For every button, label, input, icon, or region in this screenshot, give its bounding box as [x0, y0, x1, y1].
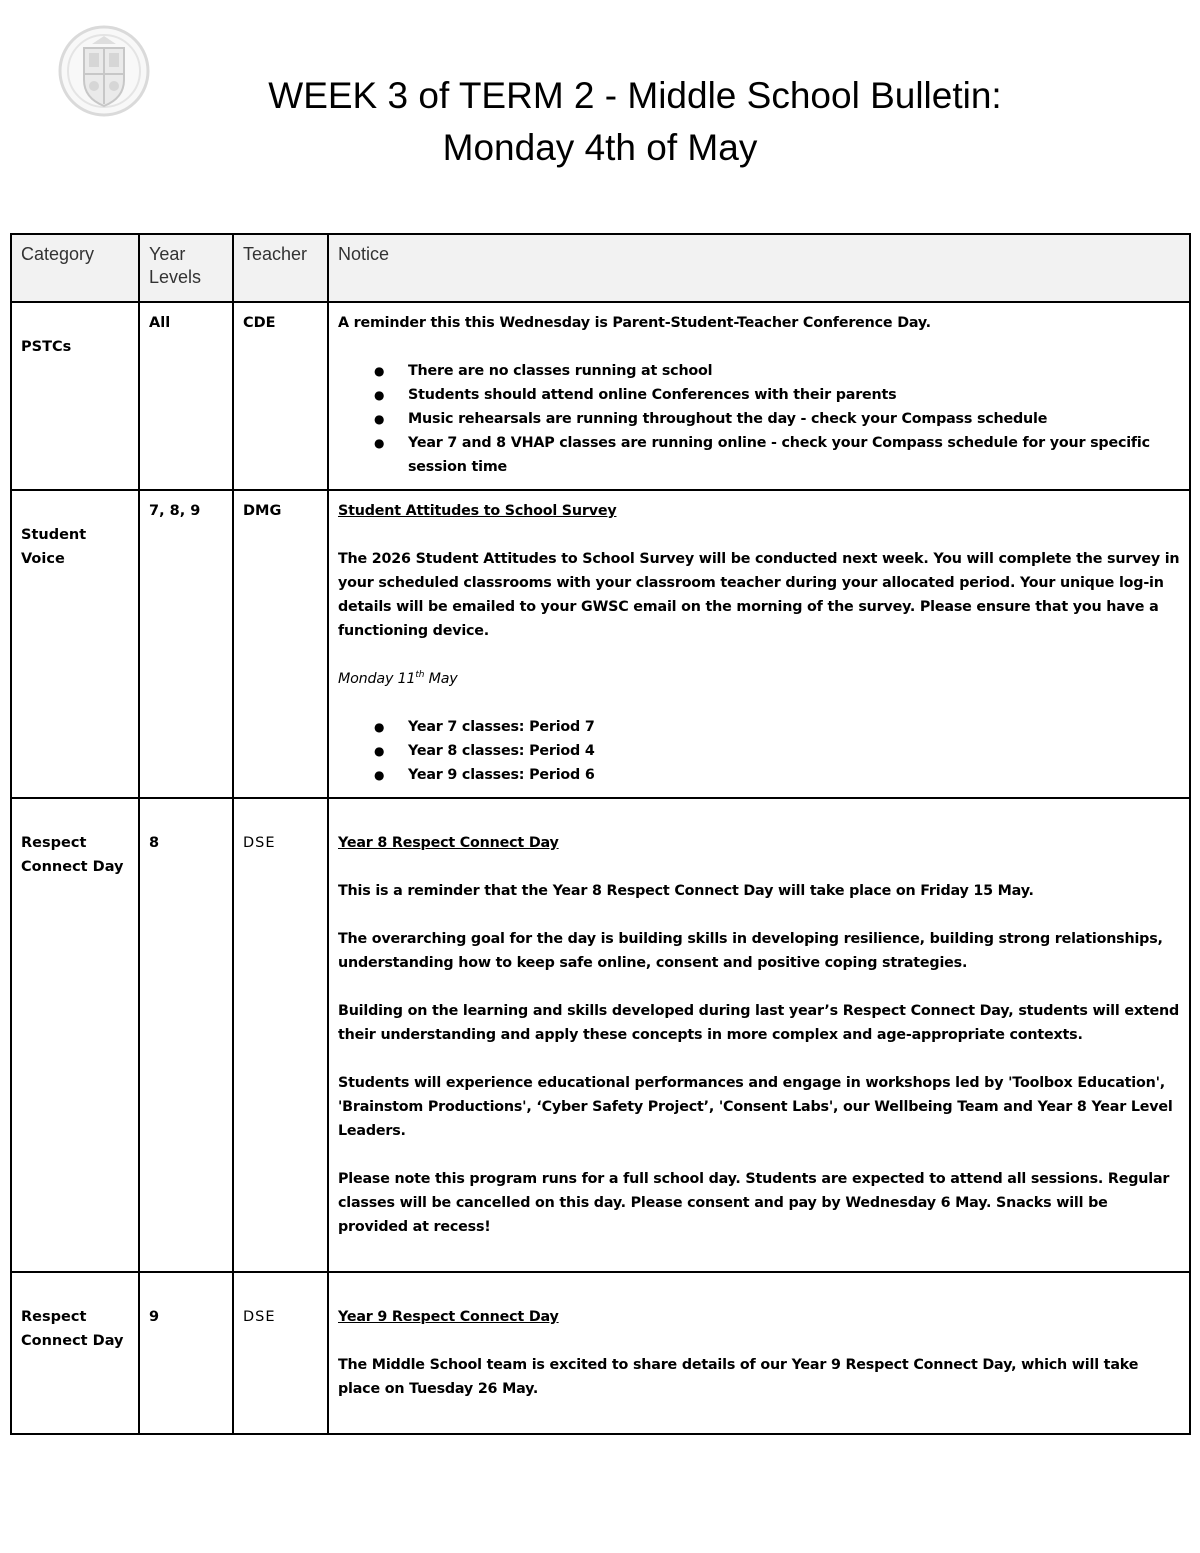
table-header-row [11, 234, 1190, 302]
year-levels-cell [139, 798, 233, 1272]
category-text: Student Voice [21, 527, 87, 567]
date-text-month: May [424, 671, 458, 687]
year-levels-text: 8 [149, 835, 160, 851]
notice-cell [328, 302, 1190, 490]
teacher-cell [233, 1272, 328, 1434]
notice-paragraph: Students will experience educational performances and engage in workshops led by 'Toolbox Education', 'Brainstom Productions', ‘Cyber Safety Project’, 'Consent Labs', our Wellbeing Team and Year 8 Year Level Leaders. [338, 1075, 1173, 1139]
list-item: ● Music rehearsals are running throughout the day - check your Compass schedule [408, 407, 1180, 431]
column-header-category: Category [11, 234, 139, 302]
notice-intro: A reminder this this Wednesday is Parent-Student-Teacher Conference Day. [338, 315, 931, 331]
teacher-cell: DMG [233, 490, 328, 798]
year-levels-cell: All [139, 302, 233, 490]
date-superscript: th [415, 670, 425, 681]
category-cell [11, 302, 139, 490]
notice-paragraph: The 2026 Student Attitudes to School Survey will be conducted next week. You will complete the survey in your scheduled classrooms with your classroom teacher during your allocated period. Your unique log-in details will be emailed to your GWSC email on the morning of the survey. Please ensure that you have a functioning device. [338, 551, 1180, 639]
notice-heading: Student Attitudes to School Survey [338, 503, 617, 519]
notice-heading: Year 8 Respect Connect Day [338, 835, 559, 851]
notice-cell [328, 798, 1190, 1272]
notice-heading: Year 9 Respect Connect Day [338, 1309, 559, 1325]
teacher-cell: CDE [233, 302, 328, 490]
notice-paragraph: The overarching goal for the day is building skills in developing resilience, building strong relationships, understanding how to keep safe online, consent and positive coping strategies. [338, 931, 1163, 971]
column-header-notice: Notice [328, 234, 1190, 302]
category-cell [11, 490, 139, 798]
list-item: ● Year 9 classes: Period 6 [408, 763, 1180, 787]
page-title-line-1: WEEK 3 of TERM 2 - Middle School Bulletin: [268, 75, 1002, 116]
notice-paragraph: Please note this program runs for a full school day. Students are expected to attend all sessions. Regular classes will be cancelled on this day. Please consent and pay by Wednesday 6 May. Snacks will be provided at recess! [338, 1171, 1170, 1235]
teacher-text: DSE [243, 835, 276, 851]
category-cell [11, 798, 139, 1272]
list-item: ● Students should attend online Conferences with their parents [408, 383, 1180, 407]
notice-paragraph: The Middle School team is excited to share details of our Year 9 Respect Connect Day, which will take place on Tuesday 26 May. [338, 1357, 1139, 1397]
notice-cell [328, 1272, 1190, 1434]
table-row [11, 302, 1190, 490]
year-levels-text: 9 [149, 1309, 160, 1325]
notice-bullet-list [338, 359, 1180, 479]
date-text: Monday 11 [338, 671, 416, 687]
notice-date [338, 667, 1180, 691]
category-text: Respect Connect Day [21, 1309, 124, 1349]
table-row [11, 1272, 1190, 1434]
notice-paragraph: This is a reminder that the Year 8 Respect Connect Day will take place on Friday 15 May. [338, 883, 1034, 899]
column-header-year-levels: Year Levels [139, 234, 233, 302]
notice-bullet-list [338, 715, 1180, 787]
category-cell [11, 1272, 139, 1434]
category-text: PSTCs [21, 339, 72, 355]
list-item: ● Year 8 classes: Period 4 [408, 739, 1180, 763]
page-title-line-2: Monday 4th of May [442, 127, 758, 168]
year-levels-cell [139, 1272, 233, 1434]
notice-cell [328, 490, 1190, 798]
list-item: ● Year 7 and 8 VHAP classes are running online - check your Compass schedule for your specific session time [408, 431, 1180, 479]
bulletin-table [10, 233, 1191, 1435]
column-header-teacher: Teacher [233, 234, 328, 302]
notice-paragraph: Building on the learning and skills developed during last year’s Respect Connect Day, students will extend their understanding and apply these concepts in more complex and age-appropriate contexts. [338, 1003, 1180, 1043]
list-item: ● Year 7 classes: Period 7 [408, 715, 1180, 739]
table-row [11, 798, 1190, 1272]
teacher-text: DSE [243, 1309, 276, 1325]
table-row [11, 490, 1190, 798]
teacher-cell [233, 798, 328, 1272]
list-item: ● There are no classes running at school [408, 359, 1180, 383]
year-levels-cell: 7, 8, 9 [139, 490, 233, 798]
category-text: Respect Connect Day [21, 835, 124, 875]
